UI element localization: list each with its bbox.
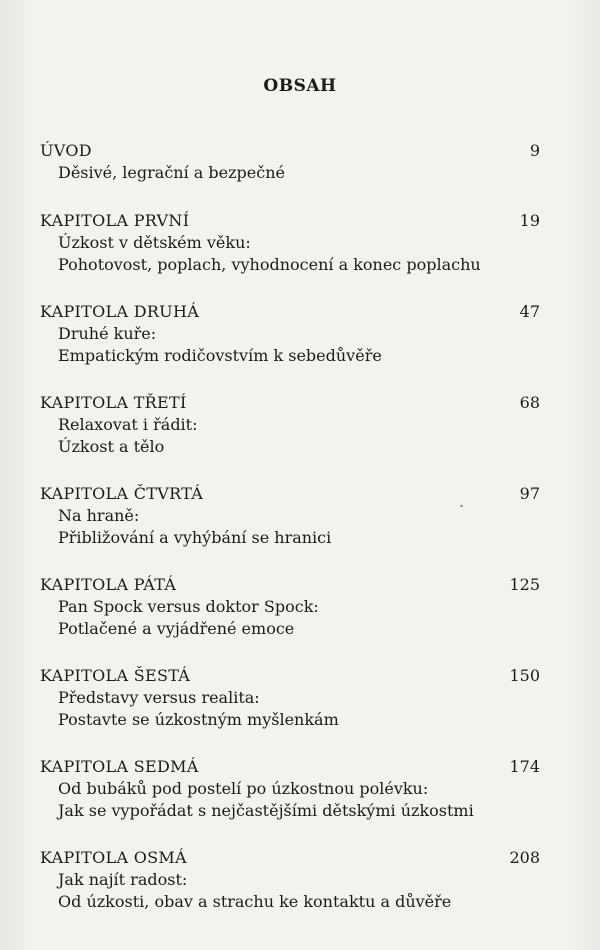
toc-entry: [40, 392, 540, 458]
toc-entry: [40, 574, 540, 640]
chapter-subtitle: Úzkost a tělo: [58, 437, 165, 456]
chapter-subtitle: Empatickým rodičovstvím k sebedůvěře: [58, 346, 382, 365]
chapter-title: KAPITOLA PRVNÍ: [40, 211, 190, 230]
chapter-subtitle: Relaxovat i řádit:: [58, 415, 198, 434]
toc-entry: [40, 665, 540, 731]
toc-entry: [40, 483, 540, 549]
page-number: 150: [509, 666, 540, 685]
chapter-subtitle: Od úzkosti, obav a strachu ke kontaktu a důvěře: [58, 892, 452, 911]
chapter-subtitle: Od bubáků pod postelí po úzkostnou polévku:: [58, 779, 429, 798]
page-number: 9: [529, 141, 540, 160]
chapter-subtitle: Jak se vypořádat s nejčastějšími dětskými úzkostmi: [58, 801, 474, 820]
chapter-title: KAPITOLA OSMÁ: [40, 848, 187, 867]
toc-entry: [40, 140, 540, 184]
toc-entry: [40, 301, 540, 367]
page-title: OBSAH: [263, 76, 337, 96]
page-number: 97: [519, 484, 540, 503]
page-number: 125: [509, 575, 540, 594]
chapter-subtitle: Jak najít radost:: [58, 870, 188, 889]
chapter-subtitle: Postavte se úzkostným myšlenkám: [58, 710, 339, 729]
page-number: 68: [519, 393, 540, 412]
chapter-title: KAPITOLA TŘETÍ: [40, 393, 187, 412]
chapter-subtitle: Pohotovost, poplach, vyhodnocení a konec poplachu: [58, 255, 481, 274]
chapter-subtitle: Druhé kuře:: [58, 324, 157, 343]
page-number: 19: [519, 211, 540, 230]
chapter-title: KAPITOLA ČTVRTÁ: [40, 484, 204, 503]
chapter-title: KAPITOLA DRUHÁ: [40, 302, 200, 321]
page-number: 174: [509, 757, 540, 776]
chapter-title: KAPITOLA PÁTÁ: [40, 575, 177, 594]
chapter-title: KAPITOLA ŠESTÁ: [40, 666, 191, 685]
table-of-contents: [40, 140, 540, 938]
toc-entry: [40, 756, 540, 822]
page-number: 208: [509, 848, 540, 867]
chapter-title: ÚVOD: [40, 141, 92, 160]
chapter-subtitle: Na hraně:: [58, 506, 140, 525]
chapter-subtitle: Pan Spock versus doktor Spock:: [58, 597, 319, 616]
chapter-title: KAPITOLA SEDMÁ: [40, 757, 199, 776]
chapter-subtitle: Děsivé, legrační a bezpečné: [58, 163, 285, 182]
toc-entry: [40, 847, 540, 913]
chapter-subtitle: Úzkost v dětském věku:: [58, 233, 251, 252]
toc-entry: [40, 210, 540, 276]
chapter-subtitle: Představy versus realita:: [58, 688, 260, 707]
page-number: 47: [519, 302, 540, 321]
chapter-subtitle: Potlačené a vyjádřené emoce: [58, 619, 295, 638]
chapter-subtitle: Přibližování a vyhýbání se hranici: [58, 528, 332, 547]
